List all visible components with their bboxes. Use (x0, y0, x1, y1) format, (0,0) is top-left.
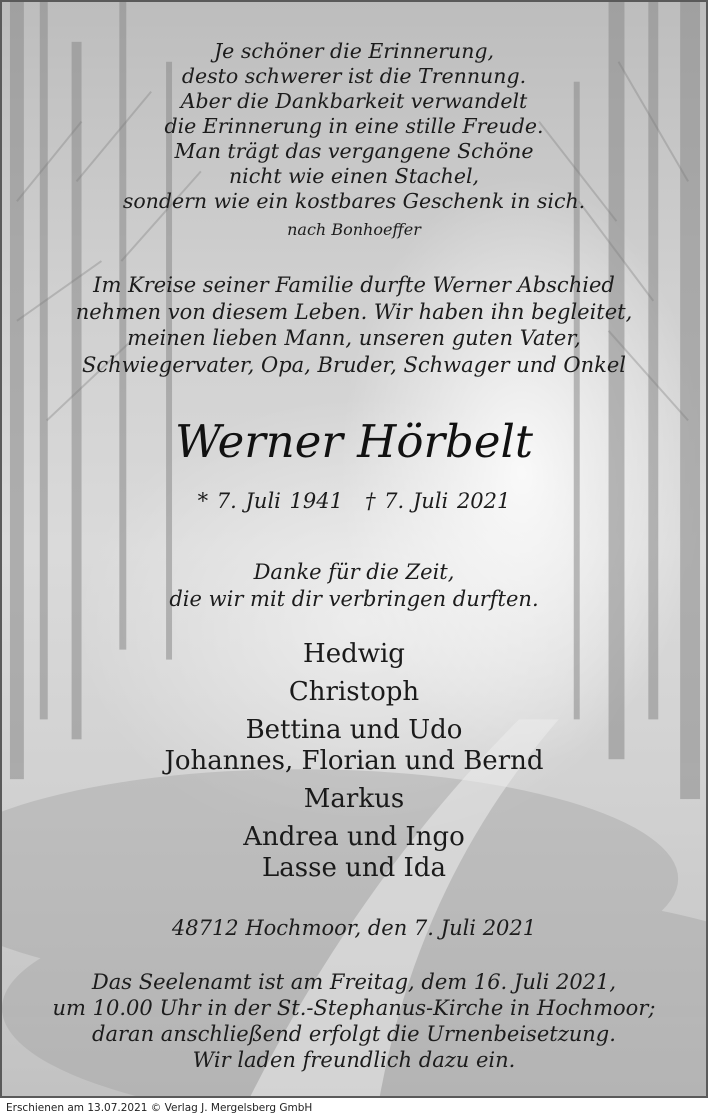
mourner-name: Hedwig (303, 639, 405, 669)
death-date: † 7. Juli 2021 (365, 489, 511, 513)
intro-text (2, 272, 706, 378)
poem-line: Aber die Dankbarkeit verwandelt (180, 89, 528, 113)
service-line: daran anschließend erfolgt die Urnenbeisetzung. (92, 1022, 616, 1046)
mourner-name: Lasse und Ida (262, 853, 446, 883)
mourner-name: Johannes, Florian und Bernd (164, 746, 544, 776)
intro-line: Schwiegervater, Opa, Bruder, Schwager und Onkel (81, 352, 627, 377)
intro-line: nehmen von diesem Leben. Wir haben ihn begleitet, (75, 299, 633, 324)
poem-line: desto schwerer ist die Trennung. (181, 64, 527, 88)
mourner-name: Bettina und Udo (245, 715, 463, 745)
service-line: Wir laden freundlich dazu ein. (192, 1048, 516, 1072)
poem-line: die Erinnerung in eine stille Freude. (164, 114, 544, 138)
poem (2, 39, 706, 214)
poem-line: Je schöner die Erinnerung, (213, 39, 495, 63)
mourners-list (2, 639, 706, 891)
mourner-name: Markus (303, 784, 405, 814)
service-info (2, 969, 706, 1073)
intro-line: meinen lieben Mann, unseren guten Vater, (127, 326, 581, 350)
mourner-name: Andrea und Ingo (243, 822, 465, 852)
service-line: Das Seelenamt ist am Freitag, dem 16. Juli 2021, (91, 970, 617, 994)
poem-line: Man trägt das vergangene Schöne (174, 139, 534, 163)
intro-line: Im Kreise seiner Familie durfte Werner Abschied (93, 273, 615, 297)
deceased-name: Werner Hörbelt (175, 415, 533, 468)
life-dates (2, 487, 706, 515)
poem-attribution: nach Bonhoeffer (287, 220, 421, 239)
mourner-name: Christoph (288, 677, 420, 707)
birth-date: * 7. Juli 1941 (197, 489, 343, 513)
service-line: um 10.00 Uhr in der St.-Stephanus-Kirche in Hochmoor; (52, 996, 656, 1020)
publication-footer: Erschienen am 13.07.2021 © Verlag J. Mergelsberg GmbH (0, 1098, 708, 1118)
place-date: 48712 Hochmoor, den 7. Juli 2021 (171, 916, 537, 940)
thanks-text (2, 559, 706, 612)
poem-line: nicht wie einen Stachel, (228, 164, 480, 188)
poem-line: sondern wie ein kostbares Geschenk in sich. (122, 189, 586, 213)
thanks-line: Danke für die Zeit, (253, 560, 455, 584)
thanks-line: die wir mit dir verbringen durften. (169, 586, 539, 611)
